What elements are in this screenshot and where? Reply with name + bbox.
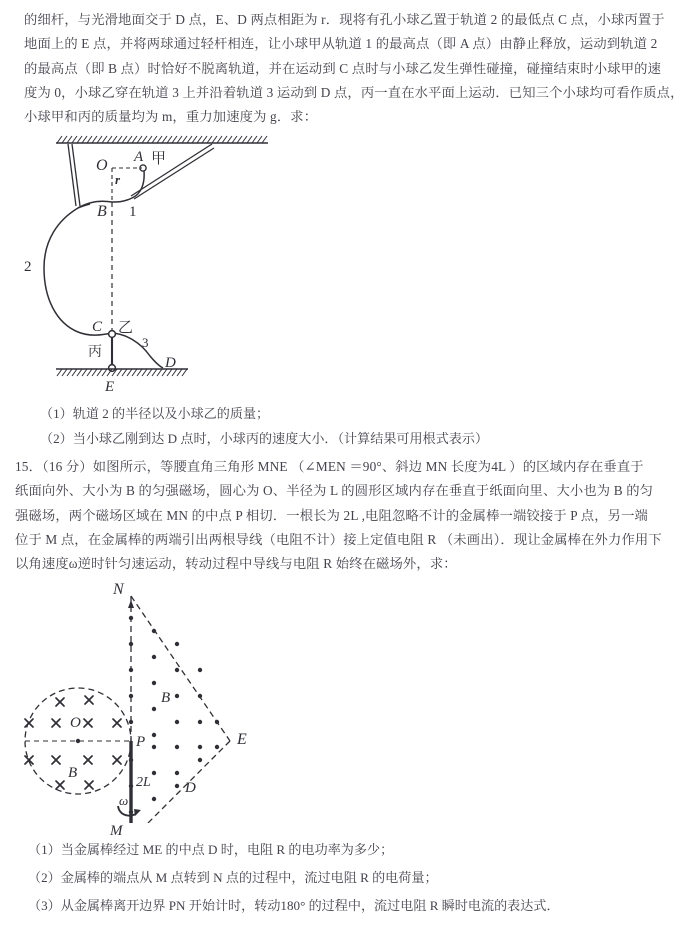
circular-field-region	[25, 688, 131, 794]
problem15-text	[15, 455, 662, 576]
label-D: D	[165, 355, 176, 371]
figure-track-and-balls	[0, 128, 400, 396]
label-E-vertex: E	[237, 731, 247, 748]
problem15-question-1: （1）当金属棒经过 ME 的中点 D 时，电阻 R 的电功率为多少；	[28, 842, 394, 857]
label-C: C	[92, 319, 103, 335]
label-B: B	[97, 203, 107, 220]
n-endpoint-marker	[128, 600, 134, 608]
label-yi: 乙	[118, 319, 134, 336]
label-A: A	[134, 149, 144, 165]
paragraph-line: 强磁场，两个磁场区域在 MN 的中点 P 相切．一根长为 2L ,电阻忽略不计的金属棒一端铰接于 P 点，另一端	[15, 507, 648, 523]
problem14-question-1: （1）轨道 2 的半径以及小球乙的质量；	[40, 406, 270, 421]
paragraph-line: 的细杆，与光滑地面交于 D 点，E、D 两点相距为 r．现将有孔小球乙置于轨道 2 的最低点 C 点，小球丙置于	[24, 12, 665, 27]
left-support-rod	[68, 144, 80, 206]
label-O: O	[96, 157, 108, 174]
label-P: P	[136, 734, 146, 750]
label-jia: 甲	[151, 150, 167, 167]
label-omega: ω	[119, 793, 129, 808]
problem14-continuation-text	[24, 8, 684, 129]
paragraph-line: 的最高点（即 B 点）时恰好不脱离轨道，并在运动到 C 点时与小球乙发生弹性碰撞，碰撞结束时小球甲的速	[24, 60, 662, 76]
label-E: E	[105, 379, 115, 395]
label-r: r	[115, 172, 121, 187]
paragraph-line: 以角速度ω逆时针匀速运动，转动过程中导线与电阻 R 始终在磁场外，求：	[15, 556, 457, 572]
ball-bing-at-E	[109, 365, 116, 372]
track-2-path	[44, 201, 112, 335]
paragraph-line: 纸面向外、大小为 B 的匀强磁场，圆心为 O、半径为 L 的圆形区域内存在垂直于纸面向里、大小也为 B 的匀	[15, 483, 654, 499]
paragraph-line: 度为 0，小球乙穿在轨道 3 上并沿着轨道 3 运动到 D 点，丙一直在水平面上运动．已知三个小球均可看作质点，	[24, 84, 684, 100]
problem15-question-2: （2）金属棒的端点从 M 点转到 N 点的过程中，流过电阻 R 的电荷量；	[28, 870, 438, 885]
label-track-2: 2	[24, 259, 32, 275]
track-3-path	[112, 333, 163, 368]
paragraph-line: 小球甲和丙的质量均为 m，重力加速度为 g．求：	[24, 109, 318, 125]
ceiling-hatching	[56, 136, 268, 143]
paragraph-line: 15．（16 分）如图所示，等腰直角三角形 MNE （∠MEN ＝90°、斜边 MN 长度为4L ）的区域内存在垂直于	[15, 459, 644, 474]
paragraph-line: 位于 M 点，在金属棒的两端引出两根导线（电阻不计）接上定值电阻 R （未画出）．现让金属棒在外力作用下	[15, 531, 662, 547]
label-track-3: 3	[142, 335, 149, 350]
label-B-triangle: B	[161, 690, 171, 706]
problem15-question-3: （3）从金属棒离开边界 PN 开始计时，转动180° 的过程中，流过电阻 R 瞬时电流的表达式．	[28, 898, 560, 913]
label-rod-length-2L: 2L	[136, 775, 151, 790]
label-B-circle: B	[68, 765, 78, 781]
label-bing: 丙	[88, 343, 102, 359]
label-D-midpoint: D	[185, 780, 196, 796]
label-M: M	[110, 823, 123, 839]
figure1-svg	[0, 128, 400, 396]
ball-yi-at-C	[109, 331, 116, 338]
problem14-question-2: （2）当小球乙刚到达 D 点时，小球丙的速度大小．（计算结果可用根式表示）	[40, 431, 489, 446]
label-track-1: 1	[129, 204, 137, 220]
label-O-circle: O	[70, 715, 81, 731]
paragraph-line: 地面上的 E 点，并将两球通过轻杆相连，让小球甲从轨道 1 的最高点（即 A 点）由静止释放，运动到轨道 2	[24, 36, 658, 52]
figure-magnetic-field-rod	[0, 578, 330, 839]
label-N: N	[113, 581, 124, 598]
